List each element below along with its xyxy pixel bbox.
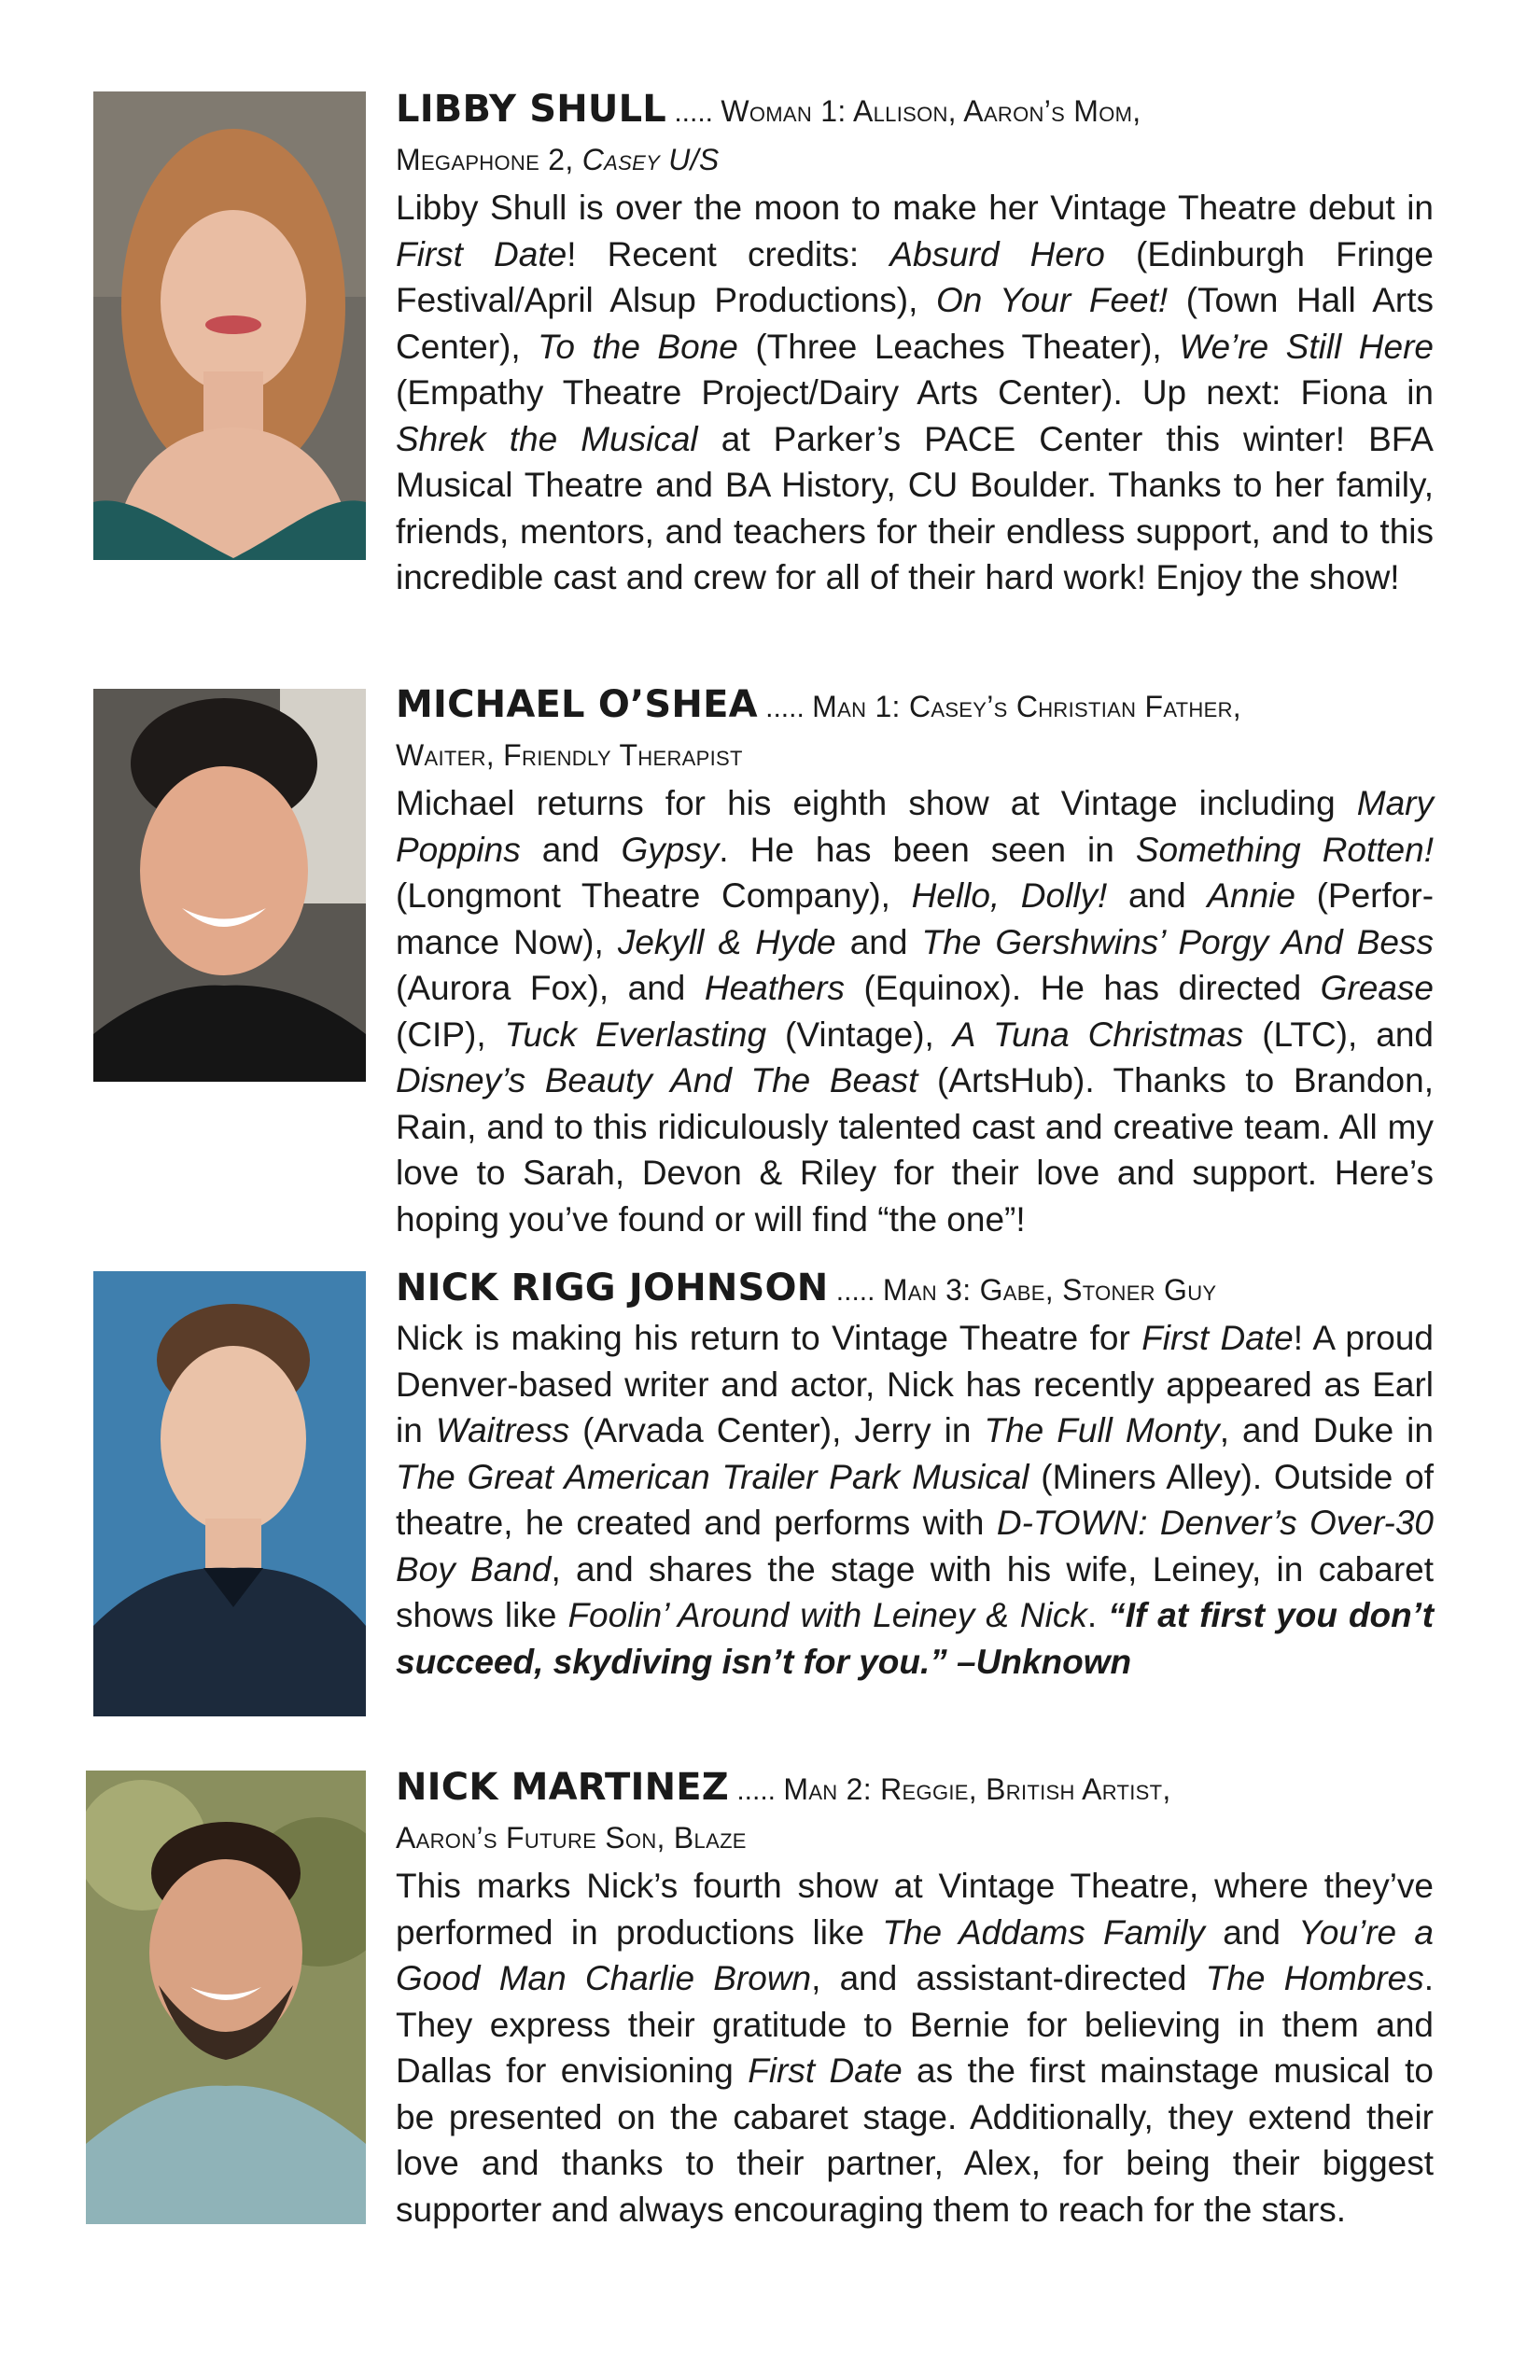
bio-text-nick-martinez — [396, 1764, 1434, 2233]
headshot-photo — [93, 91, 366, 560]
bio-text-libby-shull — [396, 86, 1434, 601]
bio-text: and — [520, 830, 622, 869]
bio-text: (CIP), — [396, 1015, 505, 1054]
bio-text: (Equinox). He has directed — [845, 969, 1321, 1007]
bio-text: , and shares the stage with his wife, Leiney, in cabaret shows like — [396, 1549, 1434, 1634]
bio-text-italic: The Gershwins’ Porgy And Bess — [921, 922, 1434, 961]
bio-text-italic: D-TOWN: Denver’s Over-30 Boy Band — [396, 1504, 1434, 1589]
bio-paragraph — [396, 1863, 1434, 2233]
headshot-photo-nick-rigg-johnson — [93, 1271, 366, 1716]
bio-text-italic: First Date — [396, 234, 567, 273]
bio-text-italic: Gypsy — [621, 830, 720, 869]
bio-text-nick-rigg-johnson — [396, 1265, 1434, 1685]
bio-text: at Parker’s PACE Center this winter! BFA Musical Theatre and BA History, CU Boulder. Thanks to her family, friends, mentors, and teachers for their endless support, and to this incredible cast and crew for all of their hard work! Enjoy the show! — [396, 419, 1434, 596]
bio-text: and — [835, 922, 922, 961]
bio-text-italic: Something Rotten! — [1135, 830, 1434, 869]
bio-text: (ArtsHub). Thanks to Brandon, Rain, and to this ridiculously talented cast and creative team. All my love to Sarah, Devon & Riley for their love and support. Here’s hoping you’ve found or will find “the one”! — [396, 1061, 1434, 1239]
headshot-photo-nick-martinez — [86, 1771, 366, 2224]
bio-text: Libby Shull is over the moon to make her Vintage Theatre debut in — [396, 189, 1434, 227]
bio-text: ! A proud Denver-based writer and actor, Nick has recently appeared as Earl in — [396, 1319, 1434, 1449]
bio-text-italic: Annie — [1207, 876, 1295, 915]
role-line-1: Man 1: Casey’s Christian Father, — [812, 690, 1241, 723]
name-role-separator: ..... — [765, 693, 805, 723]
headshot-photo-libby-shull — [93, 91, 366, 560]
bio-text: (Miners Alley). Outside of theatre, he created and performs with — [396, 1457, 1434, 1542]
role-line-2-italic: Casey U/S — [581, 143, 720, 176]
bio-text: (Arvada Center), Jerry in — [569, 1411, 985, 1449]
bio-heading — [396, 86, 1434, 185]
bio-text: (Vintage), — [766, 1015, 953, 1054]
bio-text-italic: Disney’s Beauty And The Beast — [396, 1061, 918, 1099]
bio-text-italic: The Addams Family — [882, 1912, 1205, 1952]
actor-name: NICK MARTINEZ — [396, 1766, 729, 1809]
bio-text-michael-oshea — [396, 681, 1434, 1242]
bio-text-italic: Tuck Everlasting — [504, 1015, 767, 1054]
bio-text: . They express their gratitude to Bernie for believing in them and Dallas for envisioning — [396, 1959, 1434, 2090]
bio-text-italic: Mary Poppins — [396, 784, 1434, 869]
bio-text-italic: Waitress — [435, 1411, 570, 1449]
name-role-separator: ..... — [674, 97, 714, 128]
bio-text: (Three Leaches Theater), — [737, 327, 1180, 366]
bio-text: , and Duke in — [1219, 1411, 1434, 1449]
bio-text-italic: Hello, Dolly! — [911, 876, 1108, 915]
role-line-2: Waiter, Friendly Therapist — [396, 738, 743, 772]
bio-text: . — [1086, 1596, 1109, 1634]
bio-text: , and assistant-directed — [811, 1959, 1206, 1997]
bio-text-italic: Shrek the Musical — [396, 419, 698, 458]
bio-text-italic: Heathers — [704, 969, 845, 1007]
bio-text-italic: A Tuna Christmas — [952, 1015, 1244, 1054]
headshot-photo-michael-oshea — [93, 689, 366, 1082]
bio-text-italic: Grease — [1320, 969, 1434, 1007]
bio-text-italic: The Great American Trailer Park Musical — [396, 1457, 1029, 1496]
role-line-1: Man 3: Gabe, Stoner Guy — [882, 1273, 1217, 1307]
bio-text-italic: The Full Monty — [984, 1411, 1220, 1449]
headshot-photo — [93, 689, 366, 1082]
bio-text-italic: On Your Feet! — [935, 281, 1169, 319]
headshot-photo — [93, 1271, 366, 1716]
actor-name: MICHAEL O’SHEA — [396, 683, 758, 726]
bio-text-italic: The Hombres — [1205, 1959, 1424, 1997]
bio-heading — [396, 1764, 1434, 1863]
bio-text-italic: To the Bone — [538, 327, 738, 366]
bio-text-italic: You’re a Good Man Charlie Brown — [396, 1912, 1434, 1997]
bio-text: (LTC), and — [1243, 1015, 1434, 1054]
bio-text-italic: We’re Still Here — [1179, 327, 1434, 366]
bio-heading — [396, 1265, 1434, 1315]
bio-text: (Edinburgh Fringe Festival/April Alsup Productions), — [396, 234, 1434, 319]
bio-paragraph — [396, 185, 1434, 601]
bio-text: (Performance Now), — [396, 876, 1435, 961]
actor-name: LIBBY SHULL — [396, 88, 666, 131]
bio-text: ! Recent credits: — [567, 234, 890, 273]
bio-paragraph — [396, 1315, 1434, 1685]
bio-text: (Aurora Fox), and — [396, 969, 705, 1007]
bio-paragraph — [396, 780, 1434, 1242]
role-line-1: Man 2: Reggie, British Artist, — [783, 1772, 1171, 1806]
bio-text: Nick is making his return to Vintage Theatre for — [396, 1319, 1142, 1357]
role-line-2: Megaphone 2, — [396, 143, 582, 176]
bio-text: This marks Nick’s fourth show at Vintage Theatre, where they’ve performed in productions like — [396, 1867, 1434, 1952]
bio-text-italic: First Date — [1141, 1319, 1294, 1357]
bio-text: (Empathy Theatre Project/Dairy Arts Center). Up next: Fiona in — [396, 373, 1434, 412]
bio-text-italic: Absurd Hero — [889, 234, 1105, 273]
bio-text: (Longmont Theatre Company), — [396, 876, 912, 915]
role-line-2: Aaron’s Future Son, Blaze — [396, 1821, 747, 1855]
bio-text: Michael returns for his eighth show at Vintage including — [396, 784, 1357, 822]
bio-text: . He has been seen in — [719, 830, 1136, 869]
name-role-separator: ..... — [835, 1276, 875, 1307]
bio-text: as the first mainstage musical to be presented on the cabaret stage. Additionally, they extend their love and thanks to their partner, Alex, for being their biggest supporter and always encouraging them to reach for the stars. — [396, 2051, 1434, 2229]
name-role-separator: ..... — [736, 1775, 777, 1806]
bio-text-italic: “If at first you don’t succeed, skydiving isn’t for you.” –Unknown — [396, 1596, 1435, 1681]
headshot-photo — [86, 1771, 366, 2224]
bio-text-italic: Foolin’ Around with Leiney & Nick — [567, 1596, 1087, 1634]
bio-text-italic: Jekyll & Hyde — [617, 922, 836, 961]
bio-text: and — [1204, 1912, 1299, 1952]
bio-text: (Town Hall Arts Center), — [396, 281, 1434, 366]
role-line-1: Woman 1: Allison, Aaron’s Mom, — [721, 94, 1141, 128]
bio-text-italic: First Date — [748, 2051, 903, 2090]
bio-heading — [396, 681, 1434, 780]
bio-text: and — [1107, 876, 1208, 915]
actor-name: NICK RIGG JOHNSON — [396, 1267, 829, 1309]
